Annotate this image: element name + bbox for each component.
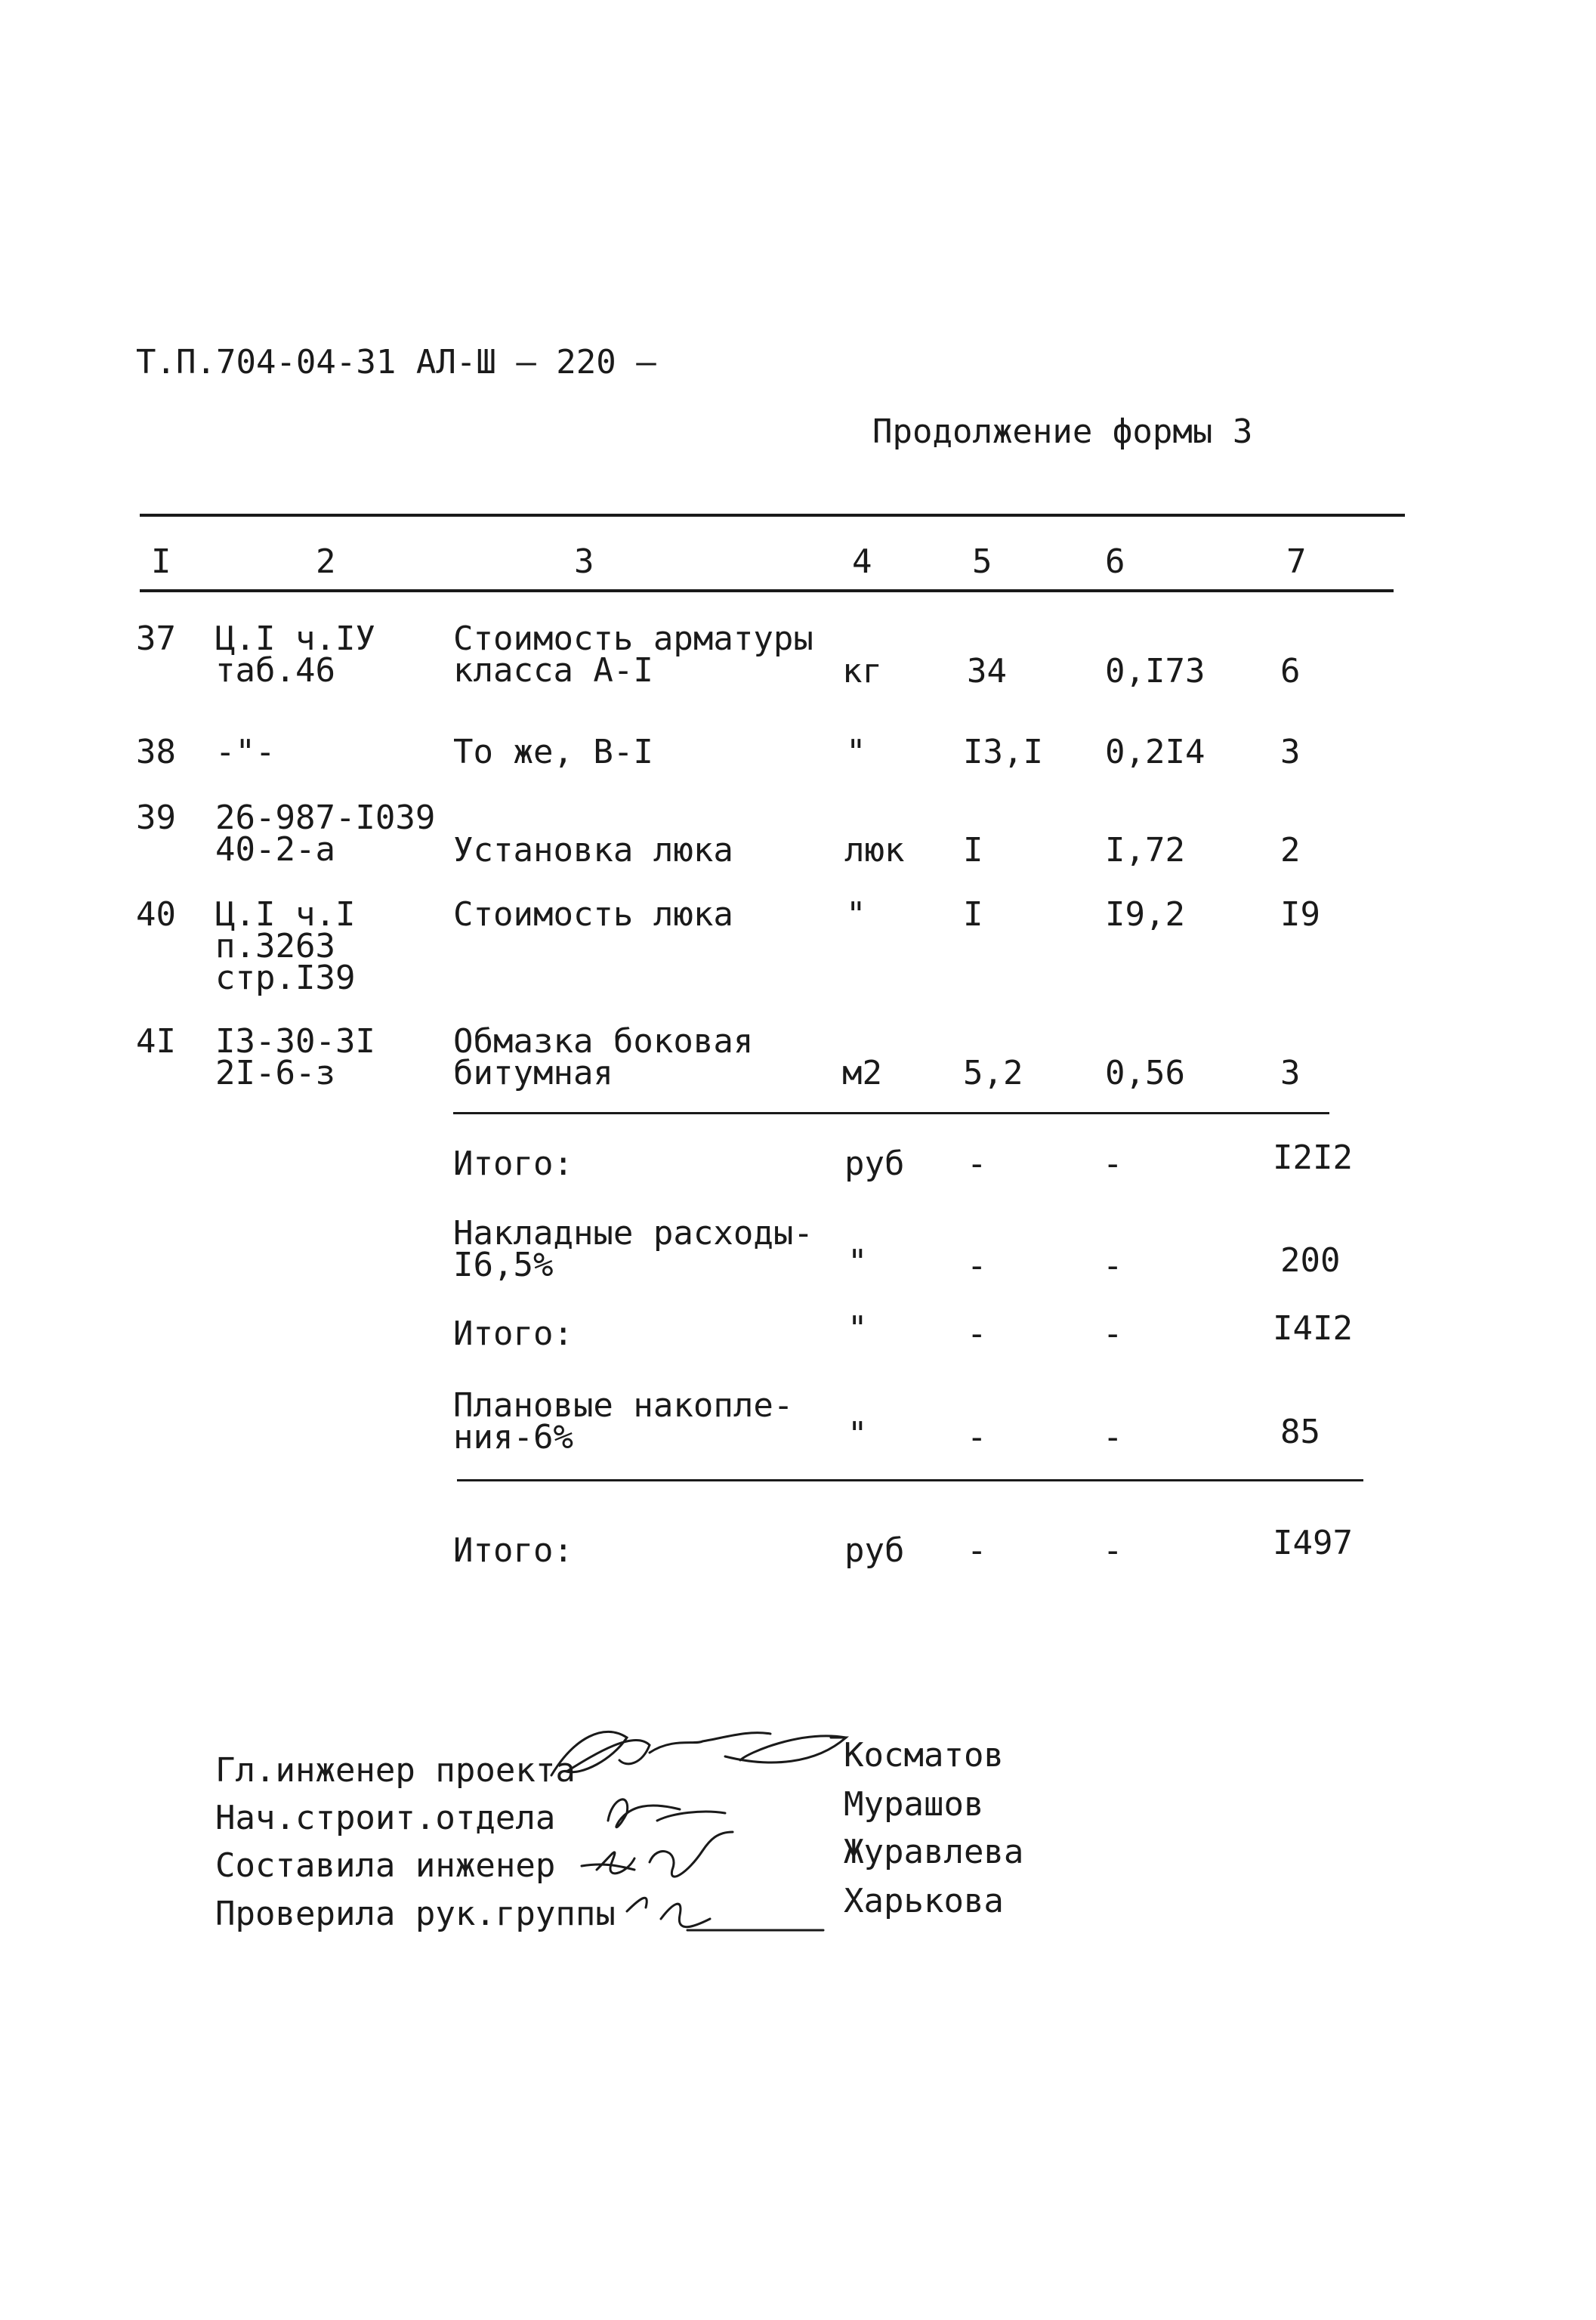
row-number: 39 (136, 799, 176, 837)
row-unit-price: 0,56 (1105, 1054, 1185, 1092)
row-total: 2 (1280, 831, 1301, 870)
summary-unit: " (847, 1243, 868, 1281)
summary-label: Итого: (453, 1314, 573, 1353)
row-quantity: I3,I (963, 733, 1043, 771)
row-description: Стоимость арматуры класса А-I (453, 619, 813, 690)
column-header-1: I (151, 542, 171, 581)
signature-name: Харькова (844, 1882, 1004, 1920)
summary-quantity: - (967, 1418, 987, 1457)
column-header-4: 4 (852, 542, 872, 581)
summary-total: 200 (1280, 1241, 1341, 1280)
summary-unit: руб (844, 1145, 905, 1183)
row-number: 38 (136, 733, 176, 771)
row-description: То же, В-I (453, 733, 653, 771)
row-reference: 26-987-I039 40-2-а (215, 799, 436, 869)
grand-total-rule (457, 1479, 1363, 1481)
summary-label: Плановые накопле- ния-6% (453, 1386, 794, 1457)
row-total: 6 (1280, 652, 1301, 690)
row-unit-price: 0,2I4 (1105, 733, 1205, 771)
row-quantity: I (963, 831, 983, 870)
header-bottom-rule (140, 589, 1394, 592)
row-unit: " (846, 895, 866, 934)
row-number: 37 (136, 619, 176, 658)
column-header-6: 6 (1105, 542, 1125, 581)
handwritten-signatures-icon (499, 1707, 921, 1949)
form-title: Продолжение формы 3 (872, 412, 1253, 451)
row-unit-price: 0,I73 (1105, 652, 1205, 690)
row-description: Стоимость люка (453, 895, 733, 934)
row-total: 3 (1280, 1054, 1301, 1092)
summary-total: I2I2 (1273, 1138, 1353, 1177)
summary-total: I4I2 (1273, 1309, 1353, 1348)
document-code: Т.П.704-04-31 АЛ-Ш — 220 — (136, 343, 656, 382)
row-reference: -"- (215, 733, 276, 771)
summary-unit: " (847, 1415, 868, 1453)
summary-quantity: - (967, 1314, 987, 1353)
row-unit-price: I9,2 (1105, 895, 1185, 934)
row-number: 40 (136, 895, 176, 934)
column-header-5: 5 (972, 542, 992, 581)
summary-price: - (1103, 1145, 1123, 1183)
summary-total: 85 (1280, 1413, 1320, 1451)
subtotal-rule (453, 1112, 1329, 1114)
column-header-7: 7 (1286, 542, 1307, 581)
summary-price: - (1103, 1418, 1123, 1457)
summary-unit: руб (844, 1531, 905, 1570)
row-unit: люк (844, 831, 905, 870)
row-description: Установка люка (453, 831, 733, 870)
summary-unit: " (847, 1309, 868, 1348)
row-quantity: 5,2 (963, 1054, 1023, 1092)
column-header-3: 3 (574, 542, 594, 581)
summary-quantity: - (967, 1531, 987, 1570)
row-description: Обмазка боковая битумная (453, 1022, 754, 1092)
row-reference: I3-30-3I 2I-6-з (215, 1022, 375, 1092)
summary-price: - (1103, 1246, 1123, 1285)
summary-price: - (1103, 1531, 1123, 1570)
signature-name: Журавлева (844, 1833, 1024, 1871)
signature-role: Составила инженер (215, 1846, 556, 1885)
signature-name: Косматов (844, 1736, 1004, 1775)
summary-label: Итого: (453, 1145, 573, 1183)
row-number: 4I (136, 1022, 176, 1061)
summary-total: I497 (1273, 1524, 1353, 1562)
row-total: 3 (1280, 733, 1301, 771)
signature-role: Нач.строит.отдела (215, 1799, 556, 1837)
row-unit: м2 (842, 1054, 882, 1092)
row-unit: " (846, 733, 866, 771)
row-total: I9 (1280, 895, 1320, 934)
row-unit-price: I,72 (1105, 831, 1185, 870)
signature-name: Мурашов (844, 1785, 984, 1824)
summary-label: Итого: (453, 1531, 573, 1570)
summary-quantity: - (967, 1246, 987, 1285)
row-reference: Ц.I ч.IУ таб.46 (215, 619, 375, 690)
table-top-rule (140, 514, 1405, 517)
summary-price: - (1103, 1314, 1123, 1353)
row-reference: Ц.I ч.I п.3263 стр.I39 (215, 895, 356, 997)
row-quantity: 34 (967, 652, 1007, 690)
summary-quantity: - (967, 1145, 987, 1183)
row-quantity: I (963, 895, 983, 934)
signature-role: Гл.инженер проекта (215, 1751, 576, 1790)
row-unit: кг (842, 652, 882, 690)
signature-role: Проверила рук.группы (215, 1895, 616, 1933)
summary-label: Накладные расходы- I6,5% (453, 1214, 813, 1284)
column-header-2: 2 (316, 542, 336, 581)
